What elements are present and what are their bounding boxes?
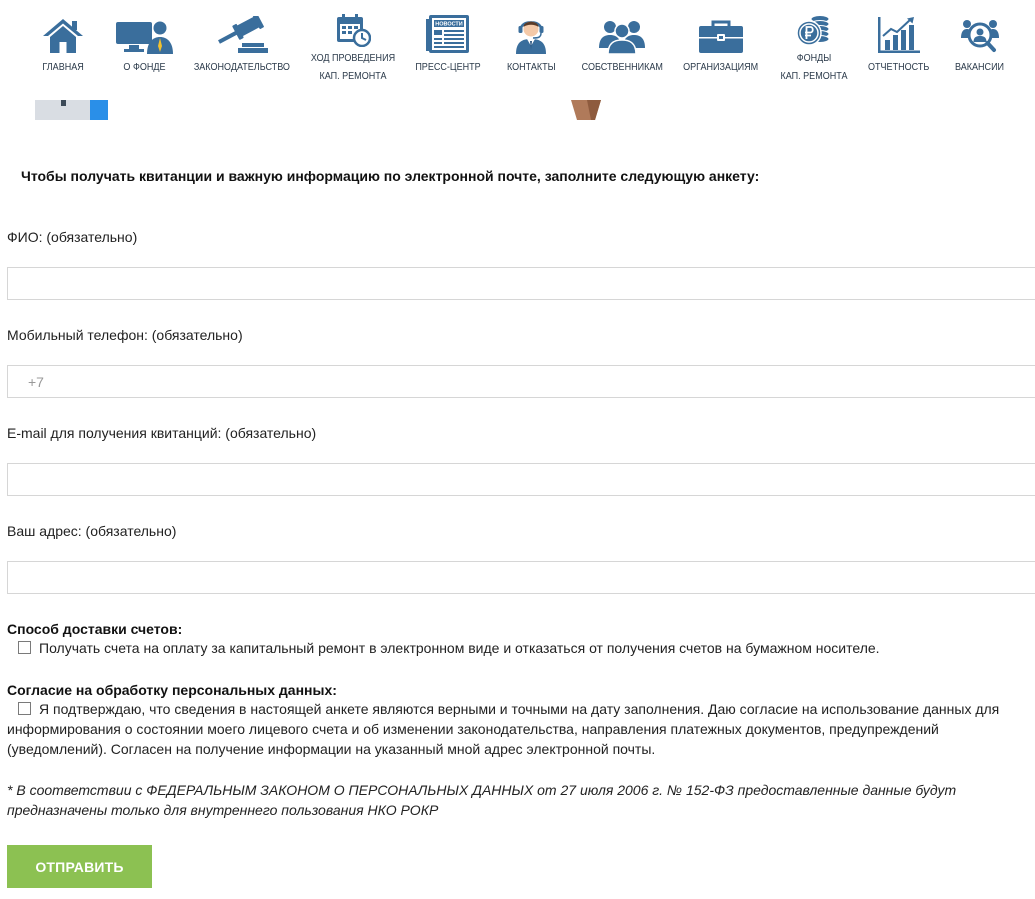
nav-item-repair-funds[interactable] bbox=[777, 8, 851, 85]
consent-title: Согласие на обработку персональных данных: bbox=[7, 682, 337, 698]
phone-label: Мобильный телефон: (обязательно) bbox=[7, 327, 243, 343]
nav-item-reports[interactable] bbox=[866, 8, 932, 76]
nav-item-about[interactable] bbox=[115, 8, 173, 76]
consent-text: Я подтверждаю, что сведения в настоящей анкете являются верными и точными на дату заполнения. Даю согласие на использование данных для информирования о состоянии моего лицевого счета и об изменении законодательства, направления платежных документов, предупреждений (уведомлений). Согласен на получение информации на указанный мной адрес электронной почты. bbox=[7, 701, 1000, 757]
consent-checkbox[interactable] bbox=[18, 702, 31, 715]
submit-button[interactable]: ОТПРАВИТЬ bbox=[7, 845, 152, 888]
nav-item-home[interactable] bbox=[41, 8, 85, 76]
personal-data-note: * В соответствии с ФЕДЕРАЛЬНЫМ ЗАКОНОМ О ПЕРСОНАЛЬНЫХ ДАННЫХ от 27 июля 2006 г. № 152-ФЗ предоставленные данные будут предназначены только для внутреннего пользования НКО РОКР bbox=[7, 782, 957, 818]
banner-fragment-left bbox=[35, 100, 108, 120]
nav-label: ОТЧЕТНОСТЬ bbox=[868, 61, 930, 73]
banner-fragment-right bbox=[571, 100, 601, 120]
phone-input[interactable] bbox=[7, 365, 1035, 398]
nav-label: О ФОНДЕ bbox=[122, 61, 166, 73]
calendar-clock-icon bbox=[335, 13, 371, 47]
newspaper-icon bbox=[425, 14, 471, 54]
delivery-option bbox=[7, 638, 1017, 658]
nav-item-owners[interactable] bbox=[582, 8, 662, 76]
bar-chart-icon bbox=[877, 16, 921, 54]
email-input[interactable] bbox=[7, 463, 1035, 496]
nav-label: ГЛАВНАЯ bbox=[42, 61, 84, 73]
delivery-checkbox[interactable] bbox=[18, 641, 31, 654]
nav-label: ФОНДЫ КАП. РЕМОНТА bbox=[780, 52, 848, 82]
delivery-option-text: Получать счета на оплату за капитальный ремонт в электронном виде и отказаться от получения счетов на бумажном носителе. bbox=[39, 640, 880, 656]
about-fund-icon bbox=[115, 18, 173, 54]
nav-label: СОБСТВЕННИКАМ bbox=[581, 61, 663, 73]
nav-label: ОРГАНИЗАЦИЯМ bbox=[683, 61, 759, 73]
nav-label: ЗАКОНОДАТЕЛЬСТВО bbox=[193, 61, 291, 73]
nav-item-press-center[interactable] bbox=[415, 8, 481, 76]
nav-item-organizations[interactable] bbox=[684, 8, 758, 76]
fio-label: ФИО: (обязательно) bbox=[7, 229, 138, 245]
nav-label: КОНТАКТЫ bbox=[506, 61, 556, 73]
address-label: Ваш адрес: (обязательно) bbox=[7, 523, 177, 539]
nav-label: ВАКАНСИИ bbox=[955, 61, 1005, 73]
home-icon bbox=[42, 18, 84, 54]
svg-text:НОВОСТИ: НОВОСТИ bbox=[435, 21, 463, 28]
ruble-coins-icon bbox=[796, 11, 832, 47]
form-intro: Чтобы получать квитанции и важную информацию по электронной почте, заполните следующую анкету: bbox=[21, 168, 760, 184]
email-label: E-mail для получения квитанций: (обязательно) bbox=[7, 425, 317, 441]
nav-item-repair-progress[interactable] bbox=[308, 8, 398, 85]
main-navigation bbox=[0, 0, 1035, 100]
headset-operator-icon bbox=[514, 14, 548, 54]
nav-item-contacts[interactable] bbox=[505, 8, 557, 76]
nav-item-legislation[interactable] bbox=[195, 8, 289, 76]
address-input[interactable] bbox=[7, 561, 1035, 594]
delivery-method-title: Способ доставки счетов: bbox=[7, 621, 183, 637]
nav-item-vacancies[interactable] bbox=[951, 8, 1009, 76]
people-group-icon bbox=[599, 18, 645, 54]
consent-option bbox=[7, 699, 1017, 759]
briefcase-icon bbox=[698, 20, 744, 54]
nav-label: ПРЕСС-ЦЕНТР bbox=[415, 61, 481, 73]
nav-label: ХОД ПРОВЕДЕНИЯ КАП. РЕМОНТА bbox=[310, 52, 396, 82]
gavel-icon bbox=[212, 16, 272, 54]
fio-input[interactable] bbox=[7, 267, 1035, 300]
vacancy-search-icon bbox=[961, 16, 999, 54]
